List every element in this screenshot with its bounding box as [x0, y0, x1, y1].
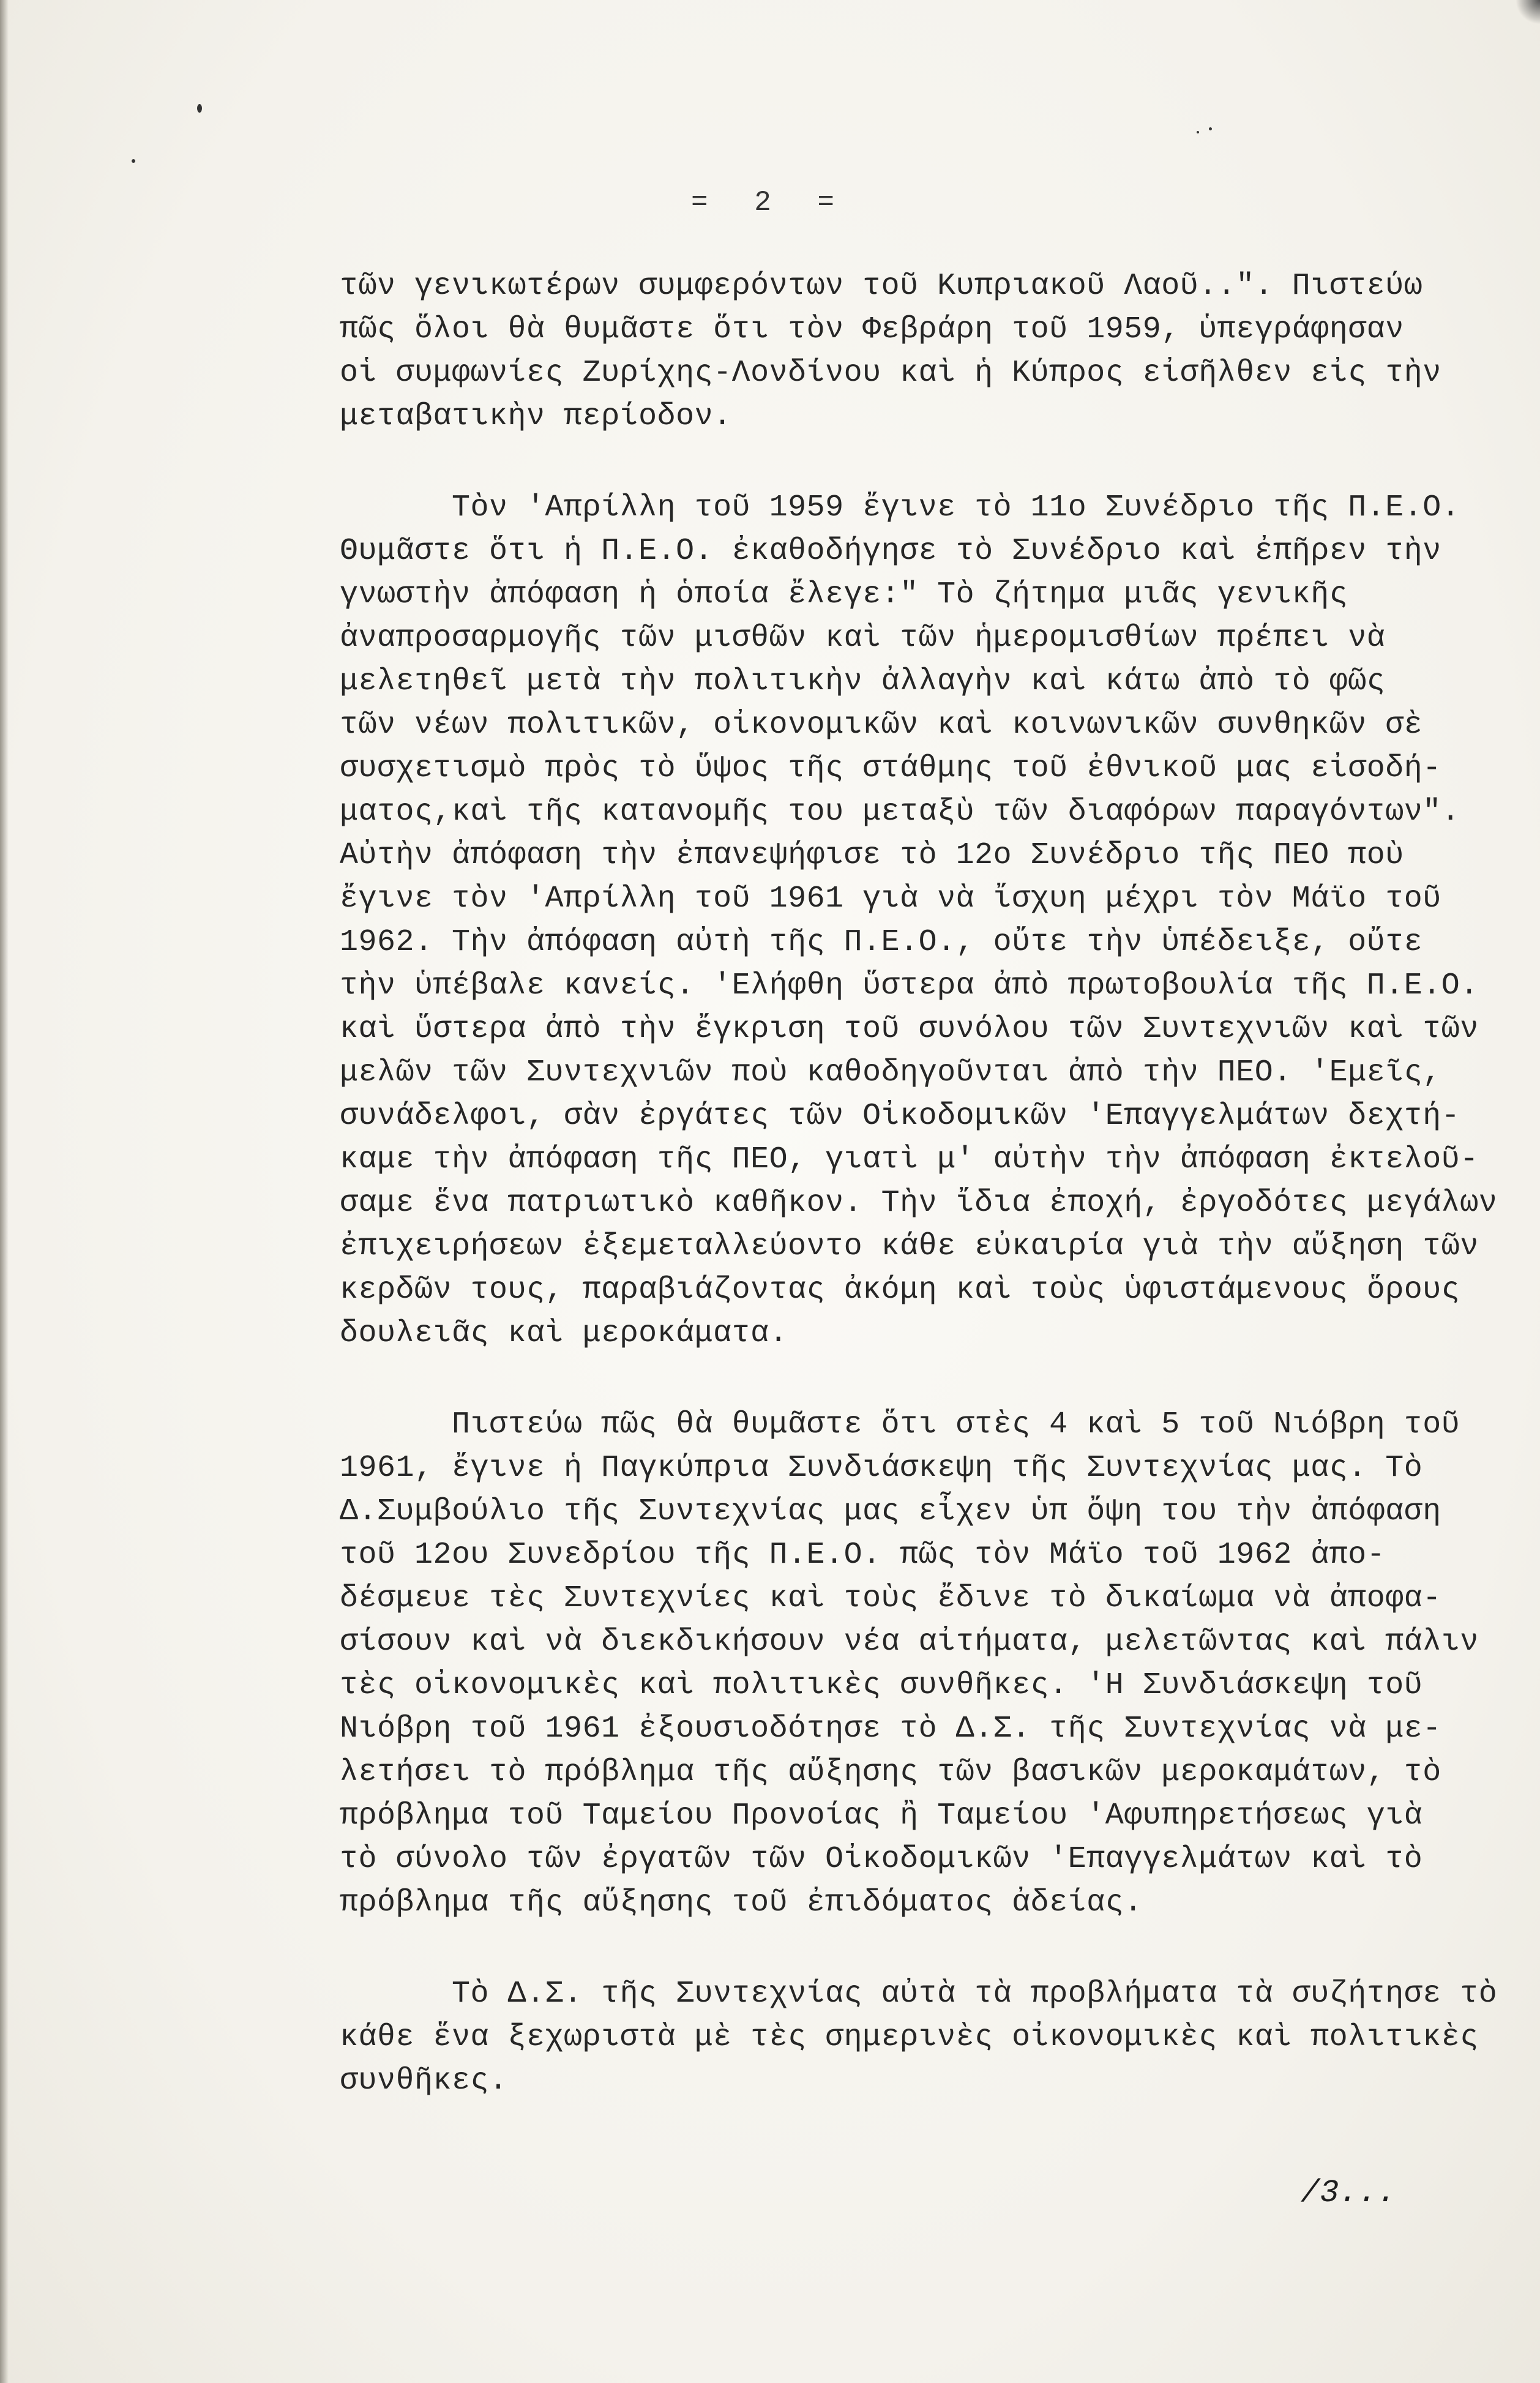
text-line: Αὐτὴν ἀπόφαση τὴν ἐπανεψήφισε τὸ 12ο Συνέδριο τῆς ΠΕΟ ποὺ	[340, 838, 1404, 873]
text-line: λετήσει τὸ πρόβλημα τῆς αὔξησης τῶν βασικῶν μεροκαμάτων, τὸ	[340, 1755, 1441, 1790]
text-line: ἐπιχειρήσεων ἐξεμεταλλεύοντο κάθε εὐκαιρία γιὰ τὴν αὔξηση τῶν	[340, 1229, 1479, 1264]
text-line: Θυμᾶστε ὅτι ἡ Π.Ε.Ο. ἐκαθοδήγησε τὸ Συνέδριο καὶ ἐπῆρεν τὴν	[340, 534, 1441, 569]
text-line: καμε τὴν ἀπόφαση τῆς ΠΕΟ, γιατὶ μ' αὐτὴν τὴν ἀπόφαση ἐκτελοῦ-	[340, 1142, 1479, 1177]
scan-corner-shadow	[1516, 0, 1540, 24]
scan-edge-shadow	[0, 0, 9, 2383]
paragraph-3	[340, 1403, 1490, 1925]
text-line: Νιόβρη τοῦ 1961 ἐξουσιοδότησε τὸ Δ.Σ. τῆς Συντεχνίας νὰ με-	[340, 1711, 1441, 1746]
text-line: μελῶν τῶν Συντεχνιῶν ποὺ καθοδηγοῦνται ἀπὸ τὴν ΠΕΟ. 'Εμεῖς,	[340, 1055, 1441, 1090]
paragraph-4	[340, 1972, 1498, 2103]
continuation-marker: /3...	[1301, 2175, 1397, 2211]
page-number: = 2 =	[690, 187, 850, 219]
text-line: οἱ συμφωνίες Ζυρίχης-Λονδίνου καὶ ἡ Κύπρος εἰσῆλθεν εἰς τὴν	[340, 356, 1441, 391]
text-line: ματος,καὶ τῆς κατανομῆς του μεταξὺ τῶν διαφόρων παραγόντων".	[340, 795, 1460, 829]
text-line: τῶν γενικωτέρων συμφερόντων τοῦ Κυπριακοῦ Λαοῦ..". Πιστεύω	[340, 269, 1423, 304]
text-line: καὶ ὕστερα ἀπὸ τὴν ἔγκριση τοῦ συνόλου τῶν Συντεχνιῶν καὶ τῶν	[340, 1012, 1479, 1047]
text-line: Δ.Συμβούλιο τῆς Συντεχνίας μας εἶχεν ὑπ ὄψη του τὴν ἀπόφαση	[340, 1494, 1441, 1529]
text-line: πῶς ὅλοι θὰ θυμᾶστε ὅτι τὸν Φεβράρη τοῦ 1959, ὑπεγράφησαν	[340, 312, 1404, 347]
text-line: Τὸ Δ.Σ. τῆς Συντεχνίας αὐτὰ τὰ προβλήματα τὰ συζήτησε τὸ	[340, 1977, 1498, 2011]
scan-speck	[197, 104, 202, 113]
text-line: ἀναπροσαρμογῆς τῶν μισθῶν καὶ τῶν ἡμερομισθίων πρέπει νὰ	[340, 621, 1386, 656]
scan-speck	[1209, 127, 1212, 130]
text-line: τὲς οἰκονομικὲς καὶ πολιτικὲς συνθῆκες. 'Η Συνδιάσκεψη τοῦ	[340, 1668, 1423, 1703]
text-line: δέσμευε τὲς Συντεχνίες καὶ τοὺς ἔδινε τὸ δικαίωμα νὰ ἀποφα-	[340, 1581, 1441, 1616]
paragraph-2	[340, 486, 1498, 1355]
text-line: δουλειᾶς καὶ μεροκάματα.	[340, 1316, 788, 1351]
text-line: τοῦ 12ου Συνεδρίου τῆς Π.Ε.Ο. πῶς τὸν Μάϊο τοῦ 1962 ἀπο-	[340, 1538, 1386, 1573]
scan-speck	[132, 159, 135, 163]
text-line: συνθῆκες.	[340, 2063, 508, 2098]
text-line: γνωστὴν ἀπόφαση ἡ ὁποία ἔλεγε:" Τὸ ζήτημα μιᾶς γενικῆς	[340, 577, 1348, 612]
text-line: τῶν νέων πολιτικῶν, οἰκονομικῶν καὶ κοινωνικῶν συνθηκῶν σὲ	[340, 708, 1423, 743]
text-line: ἔγινε τὸν 'Απρίλλη τοῦ 1961 γιὰ νὰ ἴσχυη μέχρι τὸν Μάϊο τοῦ	[340, 881, 1441, 916]
paragraph-1	[340, 264, 1490, 438]
text-line: πρόβλημα τῆς αὔξησης τοῦ ἐπιδόματος ἀδείας.	[340, 1885, 1143, 1920]
text-line: συνάδελφοι, σὰν ἐργάτες τῶν Οἰκοδομικῶν 'Επαγγελμάτων δεχτή-	[340, 1099, 1460, 1134]
text-line: σαμε ἕνα πατριωτικὸ καθῆκον. Τὴν ἴδια ἐποχή, ἐργοδότες μεγάλων	[340, 1186, 1498, 1221]
text-line: μεταβατικὴν περίοδον.	[340, 399, 732, 434]
text-line: τὸ σύνολο τῶν ἐργατῶν τῶν Οἰκοδομικῶν 'Επαγγελμάτων καὶ τὸ	[340, 1842, 1423, 1877]
scan-speck	[1197, 131, 1199, 133]
text-line: κερδῶν τους, παραβιάζοντας ἀκόμη καὶ τοὺς ὑφιστάμενους ὅρους	[340, 1273, 1460, 1307]
text-line: κάθε ἕνα ξεχωριστὰ μὲ τὲς σημερινὲς οἰκονομικὲς καὶ πολιτικὲς	[340, 2020, 1479, 2055]
text-line: 1962. Τὴν ἀπόφαση αὐτὴ τῆς Π.Ε.Ο., οὔτε τὴν ὑπέδειξε, οὔτε	[340, 925, 1423, 960]
text-line: πρόβλημα τοῦ Ταμείου Προνοίας ἢ Ταμείου 'Αφυπηρετήσεως γιὰ	[340, 1798, 1423, 1833]
text-line: 1961, ἔγινε ἡ Παγκύπρια Συνδιάσκεψη τῆς Συντεχνίας μας. Τὸ	[340, 1451, 1423, 1486]
text-line: μελετηθεῖ μετὰ τὴν πολιτικὴν ἀλλαγὴν καὶ κάτω ἀπὸ τὸ φῶς	[340, 664, 1386, 699]
text-line: Τὸν 'Απρίλλη τοῦ 1959 ἔγινε τὸ 11ο Συνέδριο τῆς Π.Ε.Ο.	[340, 490, 1460, 525]
text-line: σίσουν καὶ νὰ διεκδικήσουν νέα αἰτήματα, μελετῶντας καὶ πάλιν	[340, 1625, 1479, 1659]
text-line: Πιστεύω πῶς θὰ θυμᾶστε ὅτι στὲς 4 καὶ 5 τοῦ Νιόβρη τοῦ	[340, 1407, 1460, 1442]
text-line: συσχετισμὸ πρὸς τὸ ὕψος τῆς στάθμης τοῦ ἐθνικοῦ μας εἰσοδή-	[340, 751, 1441, 786]
text-line: τὴν ὑπέβαλε κανείς. 'Ελήφθη ὕστερα ἀπὸ πρωτοβουλία τῆς Π.Ε.Ο.	[340, 968, 1479, 1003]
body-text	[340, 264, 1498, 2103]
